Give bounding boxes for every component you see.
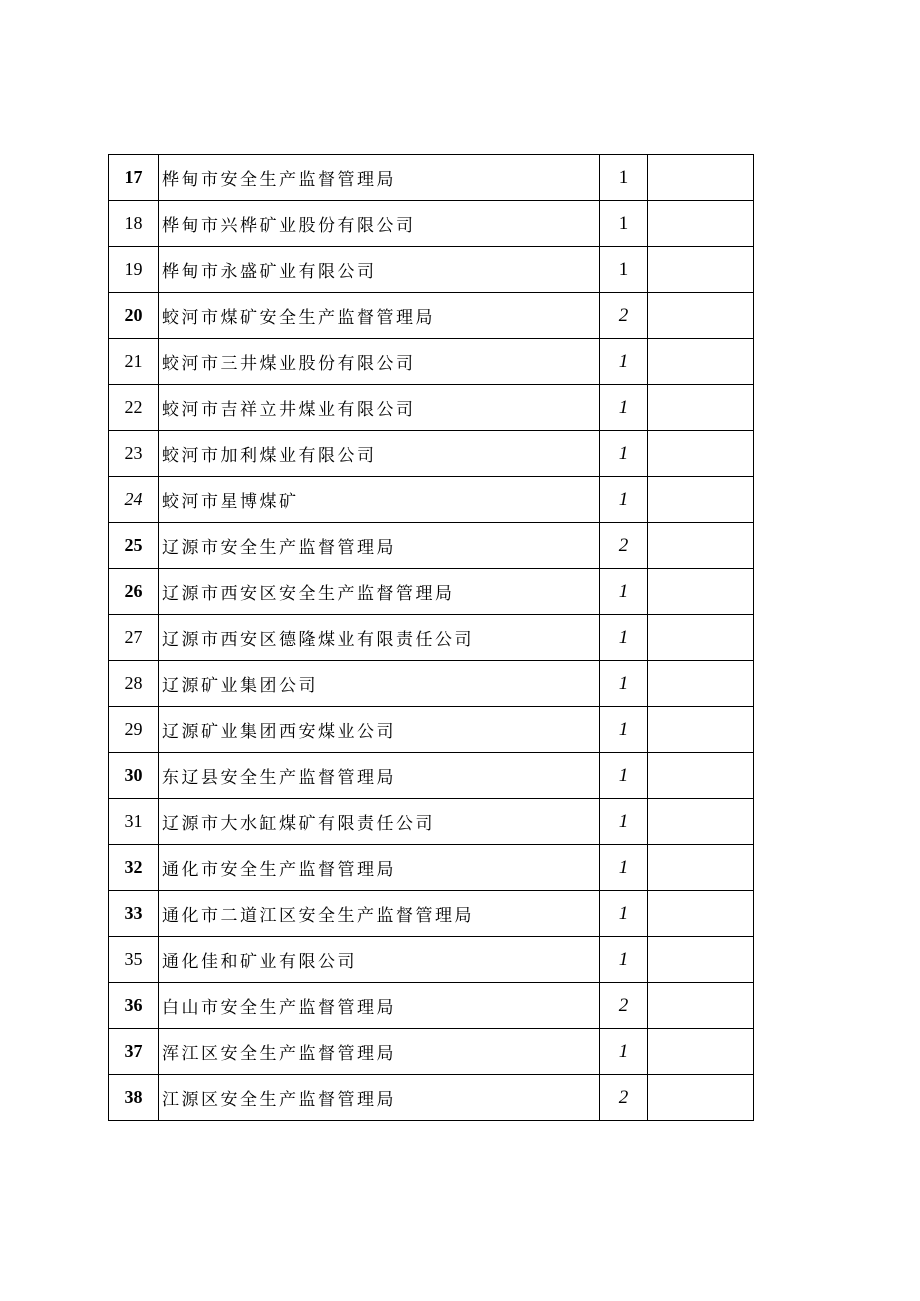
organization-name: 白山市安全生产监督管理局: [159, 983, 600, 1029]
quantity: 2: [600, 1075, 648, 1121]
organization-name: 江源区安全生产监督管理局: [159, 1075, 600, 1121]
remarks-cell: [648, 155, 754, 201]
quantity: 1: [600, 431, 648, 477]
quantity: 1: [600, 339, 648, 385]
quantity: 1: [600, 155, 648, 201]
row-number: 19: [109, 247, 159, 293]
table-row: [109, 523, 754, 569]
organization-name: 桦甸市永盛矿业有限公司: [159, 247, 600, 293]
row-number: 35: [109, 937, 159, 983]
table-row: [109, 661, 754, 707]
distribution-table: [108, 154, 754, 1121]
table-row: [109, 339, 754, 385]
quantity: 1: [600, 569, 648, 615]
quantity: 1: [600, 891, 648, 937]
row-number: 26: [109, 569, 159, 615]
table-row: [109, 385, 754, 431]
organization-name: 辽源市大水缸煤矿有限责任公司: [159, 799, 600, 845]
table-row: [109, 247, 754, 293]
organization-name: 通化市安全生产监督管理局: [159, 845, 600, 891]
table-row: [109, 431, 754, 477]
remarks-cell: [648, 385, 754, 431]
organization-name: 蛟河市加利煤业有限公司: [159, 431, 600, 477]
remarks-cell: [648, 799, 754, 845]
quantity: 2: [600, 523, 648, 569]
remarks-cell: [648, 339, 754, 385]
table-row: [109, 201, 754, 247]
table-row: [109, 615, 754, 661]
organization-name: 辽源市安全生产监督管理局: [159, 523, 600, 569]
remarks-cell: [648, 937, 754, 983]
row-number: 30: [109, 753, 159, 799]
row-number: 38: [109, 1075, 159, 1121]
quantity: 1: [600, 937, 648, 983]
table-row: [109, 845, 754, 891]
row-number: 31: [109, 799, 159, 845]
table-row: [109, 1029, 754, 1075]
remarks-cell: [648, 1075, 754, 1121]
row-number: 21: [109, 339, 159, 385]
organization-name: 蛟河市星博煤矿: [159, 477, 600, 523]
quantity: 1: [600, 661, 648, 707]
quantity: 1: [600, 615, 648, 661]
table-row: [109, 707, 754, 753]
quantity: 1: [600, 385, 648, 431]
remarks-cell: [648, 845, 754, 891]
row-number: 23: [109, 431, 159, 477]
row-number: 22: [109, 385, 159, 431]
quantity: 1: [600, 799, 648, 845]
table-row: [109, 569, 754, 615]
remarks-cell: [648, 431, 754, 477]
row-number: 27: [109, 615, 159, 661]
organization-name: 蛟河市三井煤业股份有限公司: [159, 339, 600, 385]
quantity: 1: [600, 1029, 648, 1075]
organization-name: 辽源矿业集团公司: [159, 661, 600, 707]
row-number: 17: [109, 155, 159, 201]
table-row: [109, 983, 754, 1029]
quantity: 1: [600, 707, 648, 753]
organization-name: 东辽县安全生产监督管理局: [159, 753, 600, 799]
remarks-cell: [648, 661, 754, 707]
remarks-cell: [648, 477, 754, 523]
row-number: 37: [109, 1029, 159, 1075]
organization-name: 桦甸市兴桦矿业股份有限公司: [159, 201, 600, 247]
remarks-cell: [648, 753, 754, 799]
table-row: [109, 753, 754, 799]
organization-name: 蛟河市煤矿安全生产监督管理局: [159, 293, 600, 339]
table-row: [109, 799, 754, 845]
table-row: [109, 1075, 754, 1121]
table-body: [109, 155, 754, 1121]
row-number: 29: [109, 707, 159, 753]
row-number: 32: [109, 845, 159, 891]
row-number: 33: [109, 891, 159, 937]
remarks-cell: [648, 983, 754, 1029]
remarks-cell: [648, 569, 754, 615]
organization-name: 通化市二道江区安全生产监督管理局: [159, 891, 600, 937]
organization-name: 浑江区安全生产监督管理局: [159, 1029, 600, 1075]
table-row: [109, 155, 754, 201]
remarks-cell: [648, 523, 754, 569]
quantity: 2: [600, 293, 648, 339]
table-row: [109, 891, 754, 937]
row-number: 36: [109, 983, 159, 1029]
remarks-cell: [648, 615, 754, 661]
quantity: 1: [600, 201, 648, 247]
quantity: 1: [600, 845, 648, 891]
table-row: [109, 477, 754, 523]
organization-name: 辽源市西安区德隆煤业有限责任公司: [159, 615, 600, 661]
quantity: 2: [600, 983, 648, 1029]
organization-name: 蛟河市吉祥立井煤业有限公司: [159, 385, 600, 431]
table-row: [109, 293, 754, 339]
remarks-cell: [648, 201, 754, 247]
remarks-cell: [648, 891, 754, 937]
row-number: 28: [109, 661, 159, 707]
row-number: 25: [109, 523, 159, 569]
organization-name: 辽源市西安区安全生产监督管理局: [159, 569, 600, 615]
remarks-cell: [648, 293, 754, 339]
table-row: [109, 937, 754, 983]
organization-name: 桦甸市安全生产监督管理局: [159, 155, 600, 201]
remarks-cell: [648, 1029, 754, 1075]
quantity: 1: [600, 753, 648, 799]
remarks-cell: [648, 247, 754, 293]
row-number: 18: [109, 201, 159, 247]
organization-name: 辽源矿业集团西安煤业公司: [159, 707, 600, 753]
row-number: 24: [109, 477, 159, 523]
row-number: 20: [109, 293, 159, 339]
remarks-cell: [648, 707, 754, 753]
organization-name: 通化佳和矿业有限公司: [159, 937, 600, 983]
quantity: 1: [600, 247, 648, 293]
quantity: 1: [600, 477, 648, 523]
